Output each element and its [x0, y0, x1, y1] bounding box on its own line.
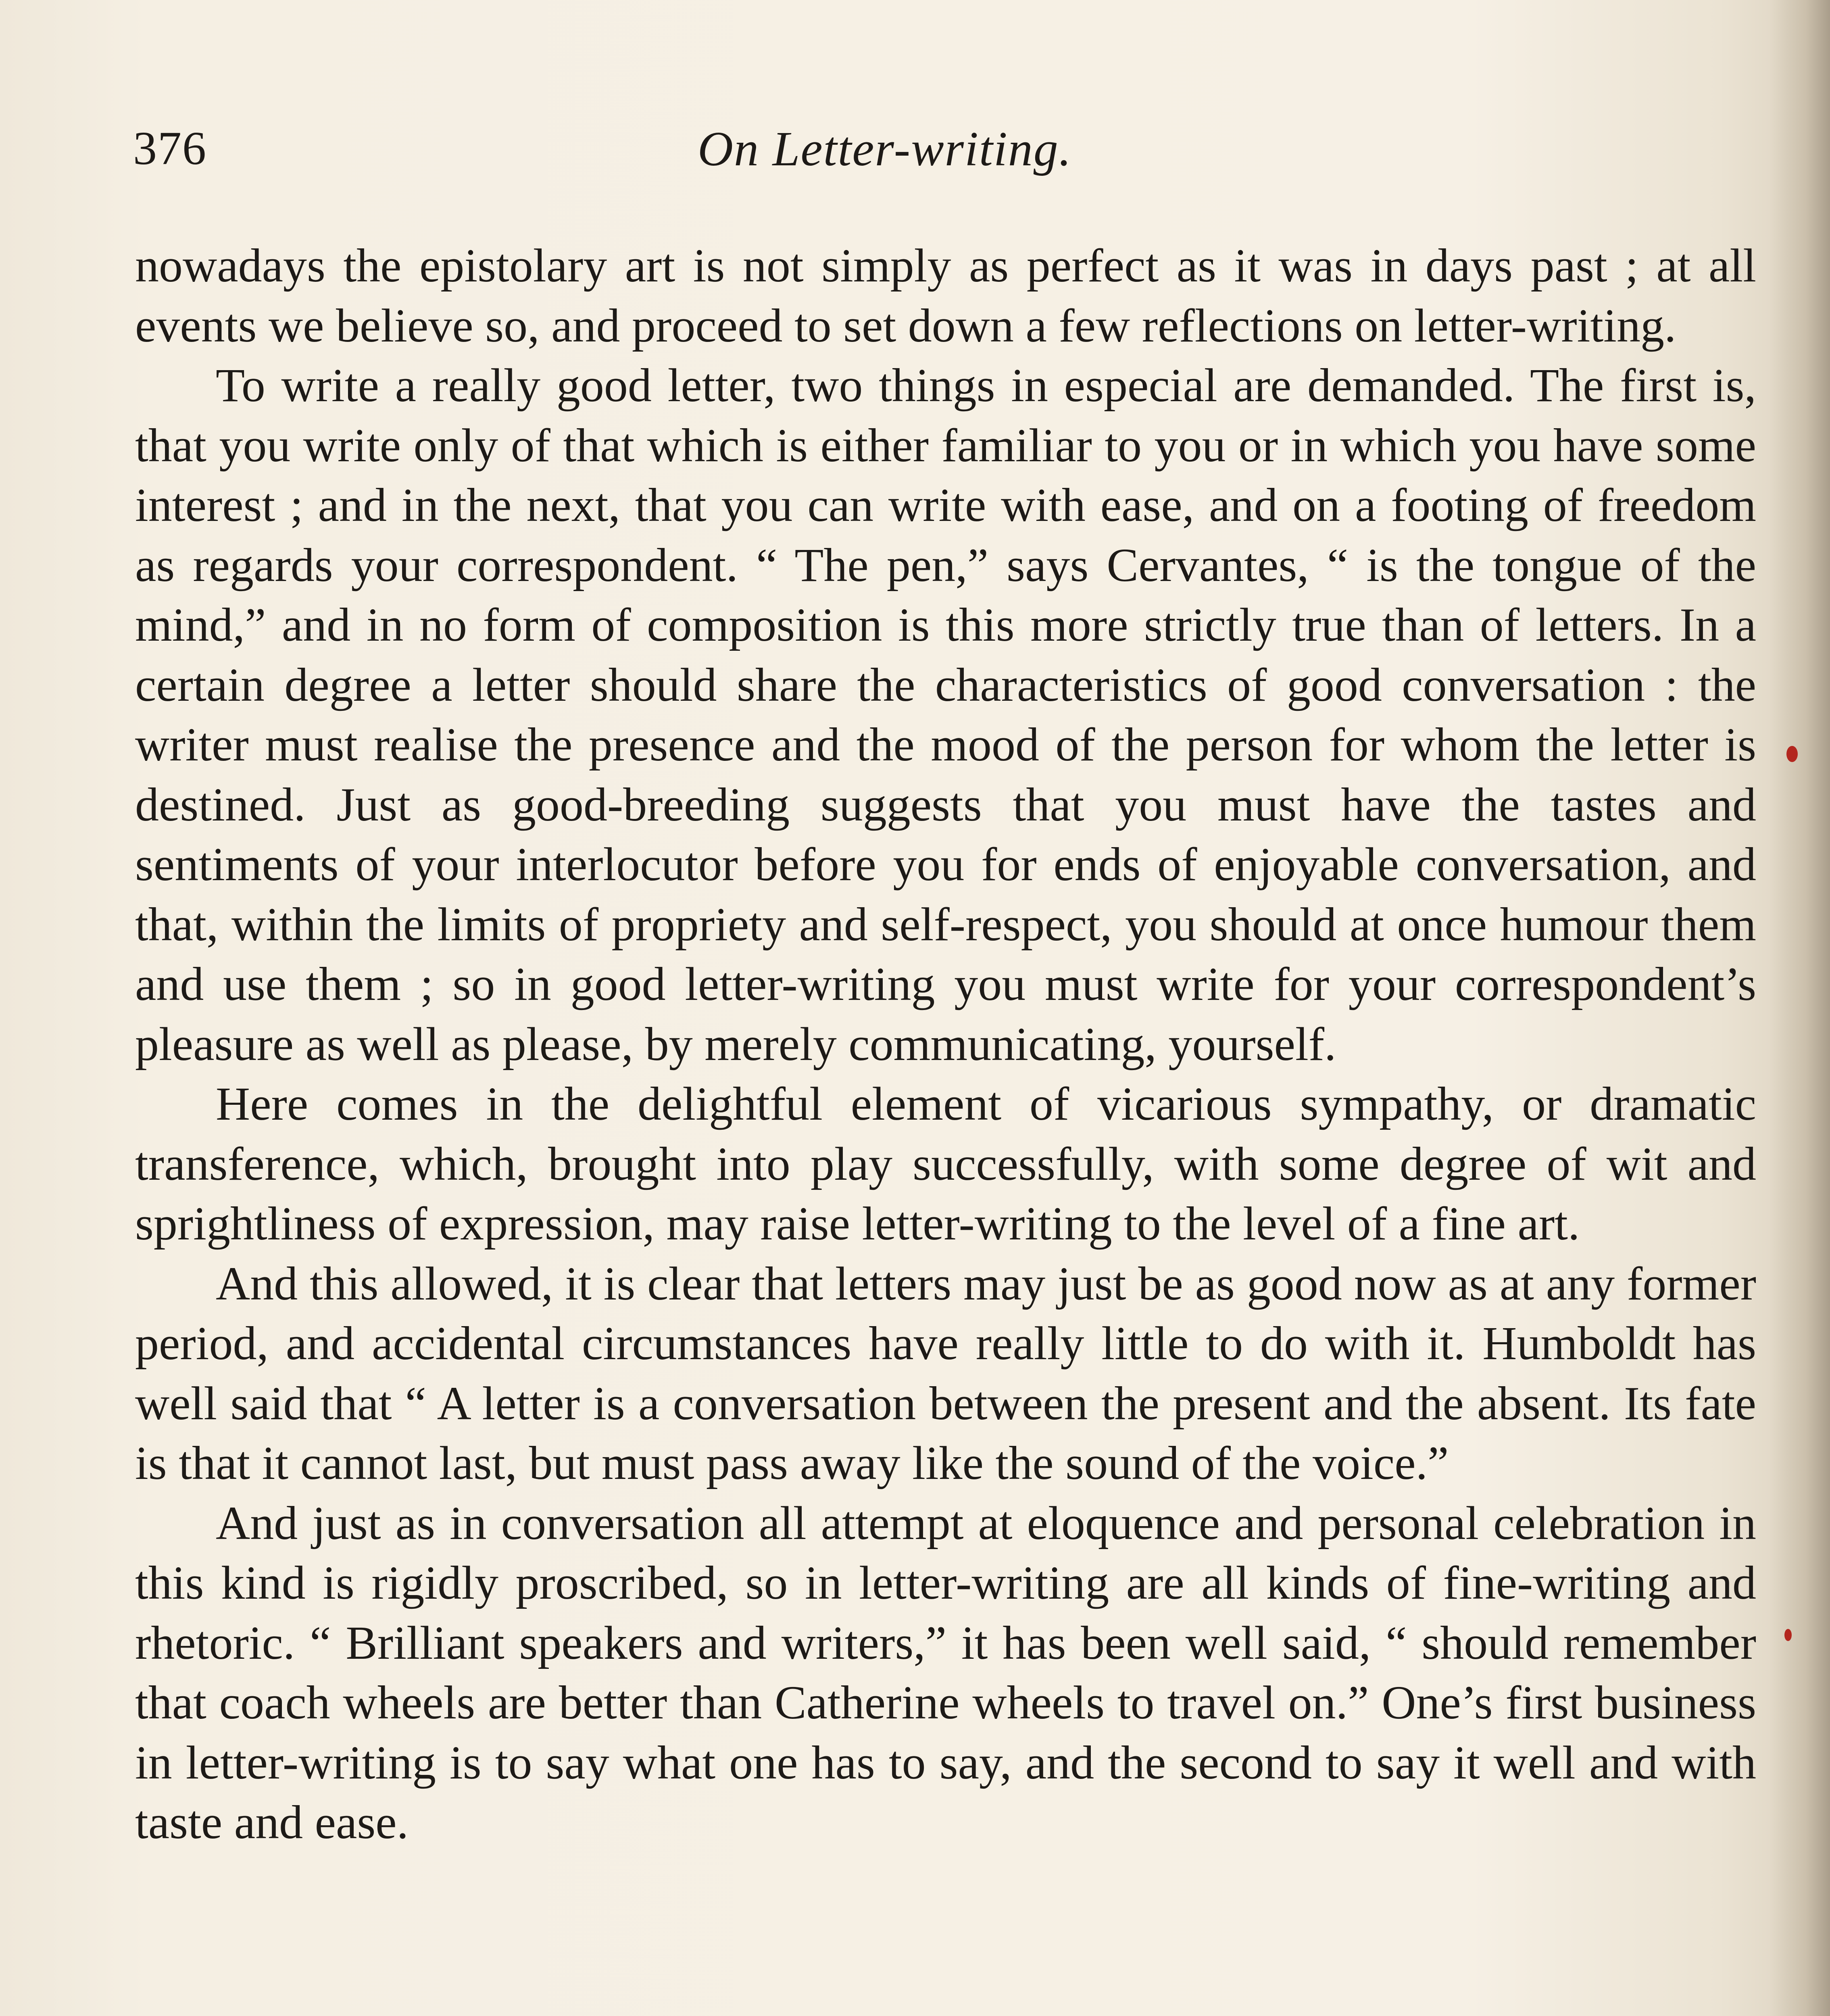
- red-margin-mark: [1786, 746, 1798, 762]
- page-header: [133, 121, 1746, 185]
- page-number: 376: [133, 122, 207, 175]
- running-title: On Letter-writing.: [698, 122, 1072, 176]
- body-text: [135, 236, 1756, 1853]
- paragraph: Here comes in the delightful element of vicarious sympathy, or dramatic transference, which, brought into play successfully, with some degree of wit and sprightliness of expression, may raise letter-writing to the level of a fine art.: [135, 1077, 1756, 1250]
- paragraph: And this allowed, it is clear that letters may just be as good now as at any former period, and accidental circumstances have really little to do with it. Humboldt has well said that “ A letter is a conversation between the present and the absent. Its fate is that it cannot last, but must pass away like the sound of the voice.”: [135, 1257, 1756, 1489]
- paragraph: nowadays the epistolary art is not simply as perfect as it was in days past ; at all events we believe so, and proceed to set down a few reflections on letter-writing.: [135, 239, 1756, 352]
- paragraph: And just as in conversation all attempt at eloquence and personal celebration in this kind is rigidly proscribed, so in letter-writing are all kinds of fine-writing and rhetoric. “ Brilliant speakers and writers,” it has been well said, “ should remember that coach wheels are better than Catherine wheels to travel on.” One’s first business in letter-writing is to say what one has to say, and the second to say it well and with taste and ease.: [135, 1496, 1756, 1849]
- page-edge-shadow: [1770, 0, 1830, 2016]
- red-margin-mark: [1784, 1629, 1792, 1641]
- paragraph: To write a really good letter, two things in especial are demanded. The first is, that you write only of that which is either familiar to you or in which you have some interest ; and in the next, that you can write with ease, and on a footing of freedom as regards your correspondent. “ The pen,” says Cervantes, “ is the tongue of the mind,” and in no form of composition is this more strictly true than of letters. In a certain degree a letter should share the characteristics of good conversation : the writer must realise the presence and the mood of the person for whom the letter is destined. Just as good-breeding suggests that you must have the tastes and sentiments of your interlocutor before you for ends of enjoyable conversation, and that, within the limits of propriety and self-respect, you should at once humour them and use them ; so in good letter-writing you must write for your correspondent’s pleasure as well as please, by merely communicating, yourself.: [135, 359, 1756, 1070]
